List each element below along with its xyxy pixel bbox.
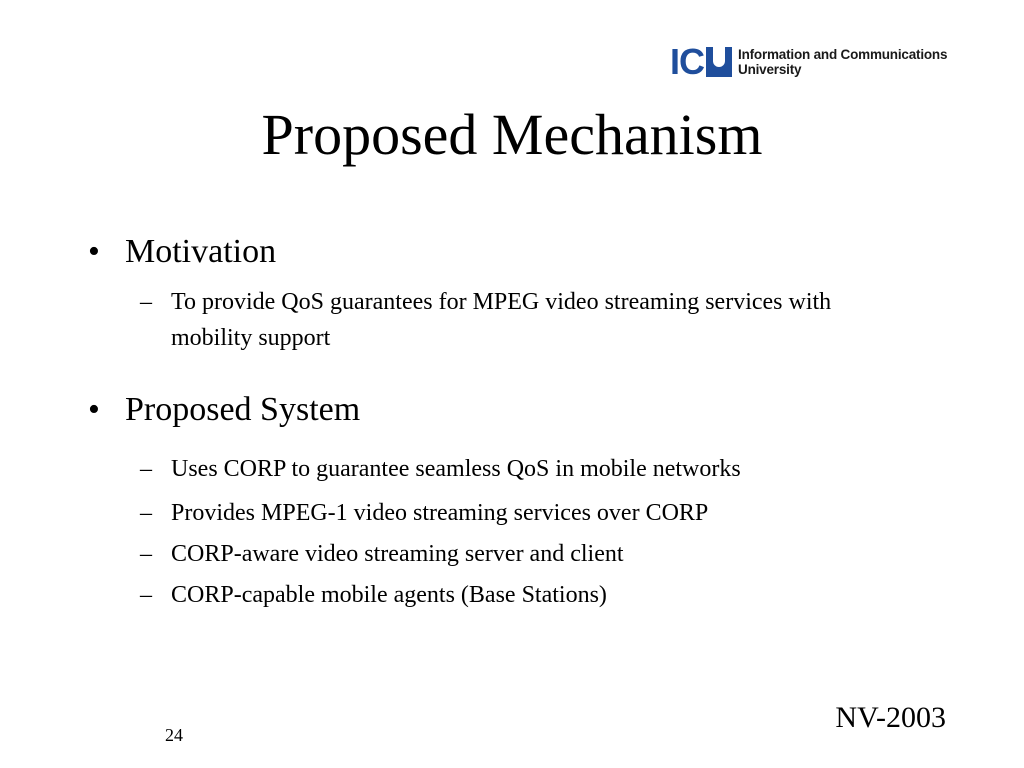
sub-bullet-text: CORP-capable mobile agents (Base Stations) xyxy=(171,582,607,608)
footer-conference-label: NV-2003 xyxy=(835,701,946,734)
logo-line-2: University xyxy=(738,62,802,77)
dash-icon: – xyxy=(140,541,152,567)
dash-icon: – xyxy=(140,582,152,608)
bullet-heading: Proposed System xyxy=(125,391,361,428)
sub-bullet-motivation-1 xyxy=(140,284,911,356)
sub-bullet-system-1 xyxy=(140,451,911,487)
bullet-motivation xyxy=(88,232,276,272)
sub-bullet-text: CORP-aware video streaming server and client xyxy=(171,541,624,567)
slide-number: 24 xyxy=(165,725,183,745)
sub-bullet-text: Provides MPEG-1 video streaming services over CORP xyxy=(171,500,709,526)
icu-logo xyxy=(670,41,948,82)
logo-line-1: Information and Communications xyxy=(738,47,948,62)
icu-logo-mark xyxy=(670,41,732,82)
dash-icon: – xyxy=(140,456,152,482)
logo-letter-i: I xyxy=(670,41,680,82)
bullet-icon: • xyxy=(88,233,100,270)
bullet-icon: • xyxy=(88,391,100,428)
sub-bullet-system-3 xyxy=(140,536,911,572)
dash-icon: – xyxy=(140,500,152,526)
sub-bullet-text: To provide QoS guarantees for MPEG video streaming services with mobility support xyxy=(171,289,832,351)
dash-icon: – xyxy=(140,289,152,315)
sub-bullet-system-4 xyxy=(140,577,911,613)
icu-logo-text xyxy=(738,47,947,77)
sub-bullet-text: Uses CORP to guarantee seamless QoS in mobile networks xyxy=(171,456,741,482)
bullet-proposed-system xyxy=(88,390,360,430)
bullet-heading: Motivation xyxy=(125,233,277,270)
slide-title: Proposed Mechanism xyxy=(261,102,763,167)
logo-letter-c: C xyxy=(679,41,705,82)
logo-letter-u xyxy=(706,47,732,77)
sub-bullet-system-2 xyxy=(140,495,911,531)
